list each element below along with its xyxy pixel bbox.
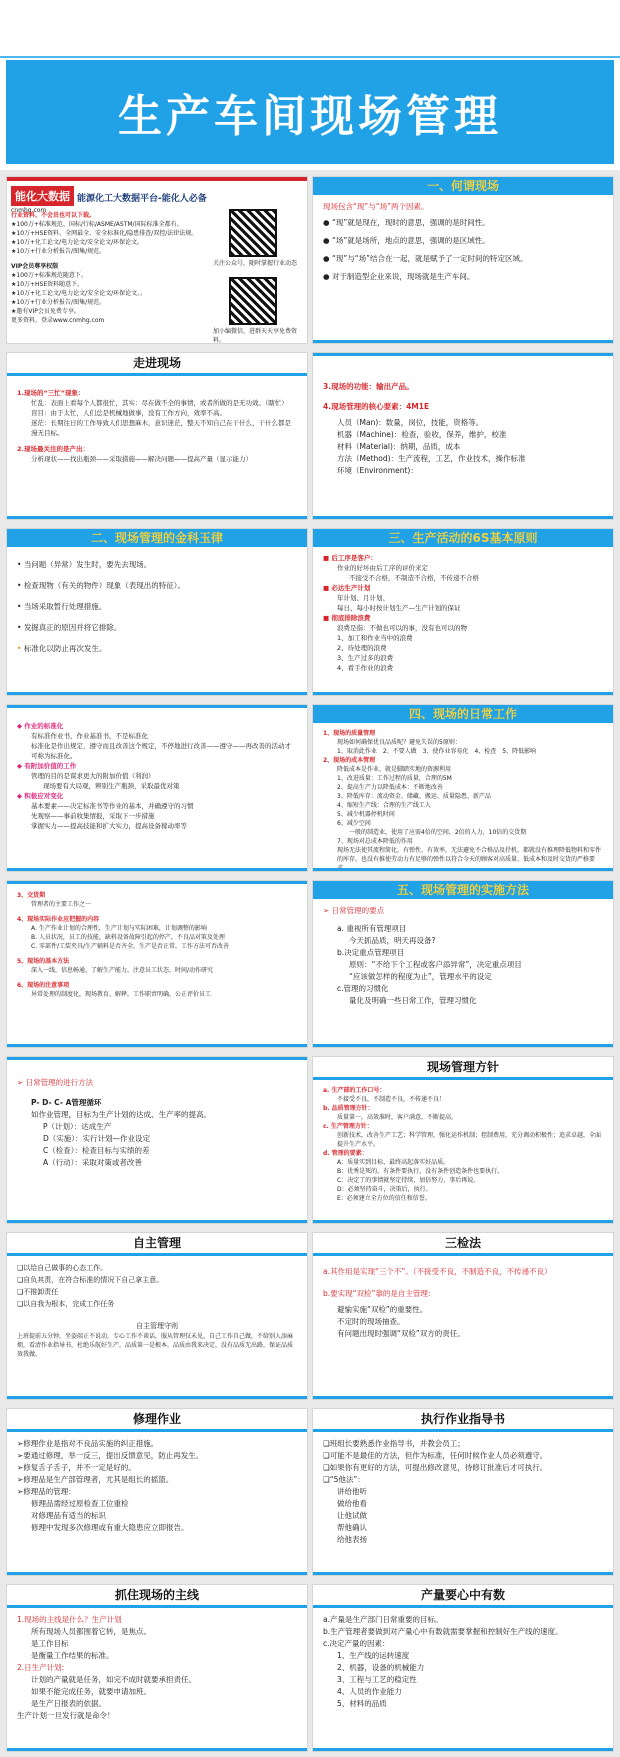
text-line: 管理的目的是谋求更大的附加价值（利润） xyxy=(31,772,155,780)
slide-title: 执行作业指导书 xyxy=(313,1409,613,1432)
text-line: 原则：“不给下个工程或客户添异常”，决定重点项目 xyxy=(349,960,522,969)
text-line: 盲目：由于太忙，人们总是机械地做事，没有工作方向，效率不高。 xyxy=(31,409,226,417)
text-line: 先观察——事前收集情报，采取下一步措施 xyxy=(31,812,155,820)
slide-repair-work xyxy=(6,1408,308,1576)
slide-body xyxy=(313,547,613,679)
factor-row: 2、机器，设备的机械能力 xyxy=(337,1663,425,1672)
text-line: 如果不能完成任务，就要申请加班。 xyxy=(31,1687,151,1696)
slide-pdca xyxy=(6,1056,308,1224)
factor-row: 1、生产线的运转速度 xyxy=(337,1651,410,1660)
text-line: C. 零部件/工装夹具/生产辅料是否齐全，生产是否正常，工作方法可否改善 xyxy=(31,943,230,950)
factor-row: 5、材料的品质 xyxy=(337,1699,387,1708)
slide-bottom-line xyxy=(7,1396,307,1399)
question: 1.现场的主线是什么？生产计划 xyxy=(17,1615,122,1624)
ad-line: ★10万+HSE资料、全网最全，安全标准化/隐患排查/双控/法律法规。 xyxy=(11,230,198,237)
bullet-item: ● “现”与“场”结合在一起，就是赋予了一定时间的特定区域。 xyxy=(323,254,528,263)
rule-title: 自主管理守则 xyxy=(136,1322,178,1330)
bullet-item: • 发掘真正的原因并将它排除。 xyxy=(17,623,122,632)
ad-line: ★100万+标准规范、国标/行标/ASME/ASTM/国际标准全都有。 xyxy=(11,221,183,228)
text-line: 是衡量工作结果的标准。 xyxy=(31,1651,114,1660)
slide-body xyxy=(7,376,307,470)
text-line: 每日、每小时按计划生产—生产计划的保证 xyxy=(337,604,461,612)
slide-body xyxy=(313,353,613,483)
checkbox-item: ❑以给自己做事的心态工作。 xyxy=(17,1264,108,1272)
element-row: 材料（Material)：纳期，品质，成本 xyxy=(337,442,461,451)
slide-title: 走进现场 xyxy=(7,353,307,376)
text-line: D：必须坚持奋斗，决策后，执行。 xyxy=(337,1186,432,1193)
ad-top-bar xyxy=(7,177,307,181)
slide-daily-work xyxy=(312,704,614,872)
factor-row: 3、工程与工艺的稳定性 xyxy=(337,1675,417,1684)
text-line: 计划的产量就是任务，如完不成时就要承担责任。 xyxy=(31,1675,196,1684)
slide-golden-rules xyxy=(6,528,308,696)
ad-line: 行业资料、不会员也可以下载。 xyxy=(11,212,96,219)
slide-delivery xyxy=(6,880,308,1048)
point: c.管理的习惯化 xyxy=(337,984,389,993)
checkbox-item: ❑以自我为根本，完成工作任务 xyxy=(17,1300,115,1308)
text-line: 5、减少机器停机时间 xyxy=(337,811,395,818)
slide-standardization xyxy=(6,704,308,872)
text-line: 7、现场对总成本降低的作用 xyxy=(337,838,413,845)
text-line: C：决定了的事情就坚定持续，加倍努力，事后再说。 xyxy=(337,1177,480,1184)
text-line: 让他试做 xyxy=(337,1511,367,1520)
page-title: 生产车间现场管理 xyxy=(118,91,502,142)
ad-vip-line: ★10万+行业分析报告/图集/规范。 xyxy=(11,299,106,306)
ad-vip-title: VIP会员尊享权限 xyxy=(11,263,59,270)
text-line: 修理品需经过原检查工位重检 xyxy=(31,1499,129,1508)
section-head: 1、现场的质量管理 xyxy=(323,730,376,737)
checkbox-item: ❑班组长要熟悉作业指导书，并教会员工； xyxy=(323,1439,465,1448)
section-head: ■ 彻底排除浪费 xyxy=(323,614,371,622)
slide-title: 二、现场管理的金科玉律 xyxy=(7,529,307,547)
slide-body xyxy=(7,1256,307,1365)
text-line: 4、看手作业的浪费 xyxy=(337,664,394,672)
rule-text: 上班提前五分钟，坐姿端正不说动，专心工作不谈话，服从管理仅未见，自己工作自己做，不给别人添麻烦，看清作业指导书，杜绝乐航好生产，品质第一是根本，品质由我来决定，没有品质无出路，保证品质效我做。 xyxy=(17,1333,294,1358)
text-line: 深入一线，信息畅通，了解生产能力，注意员工状态，时间/动作研究 xyxy=(31,967,214,974)
text-line: 今天抓品质，明天再设备? xyxy=(349,936,436,945)
ad-more: 更多资料，登录www.cnmhg.com xyxy=(11,317,105,324)
cycle-row: D（实施）：实行计划—作业设定 xyxy=(43,1134,151,1143)
slide-top-line xyxy=(7,881,307,884)
slide-bottom-line xyxy=(313,692,613,695)
arrow-item: ➢修理品的管理： xyxy=(17,1487,76,1496)
factor-row: 4、人员的作业能力 xyxy=(337,1687,402,1696)
ad-panel xyxy=(6,176,308,344)
section-head: ■ 后工序是客户： xyxy=(323,554,377,562)
point: b.生产管理者要做到对产量心中有数就需要掌握和控制好生产线的速度。 xyxy=(323,1627,563,1636)
bullet-item: • 标准化以防止再次发生。 xyxy=(17,644,107,653)
text-line: 质量第一，高效准时，客户满意，不断提高。 xyxy=(337,1114,458,1121)
slide-three-checks xyxy=(312,1232,614,1400)
section-head: ➢ 日常管理的进行方法 xyxy=(17,1078,94,1087)
element-row: 环境（Environment)： xyxy=(337,466,418,475)
slide-bottom-line xyxy=(7,692,307,695)
text-line: 现场无法使其流程简化，有弹性、有效率，无法避免不合格品及抒机，都就没有推理降低物料和零件的库存。也没有推使劳动力有足够的弹性以符合今天的顾客对高质量、低成本和及时交货的严格要 xyxy=(337,847,602,863)
slide-output-awareness xyxy=(312,1584,614,1752)
slide-top-line xyxy=(313,353,613,356)
section-head: ◆ 有附加价值的工作 xyxy=(17,762,77,770)
ad-line: ★10万+化工论文/电力论文/安全论文/环保论文。 xyxy=(11,239,144,246)
text-line: 一般的制造业，使用了应需4倍的空间，2倍的人力，10倍的交货期 xyxy=(349,829,527,836)
slide-bottom-line xyxy=(313,1044,613,1047)
text-line: 1、加工和作业当中的浪费 xyxy=(337,634,413,642)
section-head: c. 生产管理方针： xyxy=(323,1123,373,1130)
slide-bottom-line xyxy=(313,1748,613,1751)
point: b.要实现“双检”靠的是自主管理： xyxy=(323,1289,436,1298)
slide-body xyxy=(7,1608,307,1728)
text-line: 降低成本是作业，就是脚踏实地的资源利用 xyxy=(337,766,452,773)
slide-self-management xyxy=(6,1232,308,1400)
section-head: 4、现场实际作业应把握的内容 xyxy=(17,916,100,923)
text-line: 不接受不合格，不制造不合格，不传递不合格 xyxy=(349,574,479,582)
slide-bottom-line xyxy=(313,868,613,871)
text-line: 避愉实施“双检”的重要性。 xyxy=(337,1305,428,1314)
section-head: ◆ 积极应对变化 xyxy=(17,792,64,800)
slide-what-is-site xyxy=(312,176,614,344)
point: a.其作用是实现“三个不”。（不接受不良，不制造不良，不传递不良） xyxy=(323,1267,552,1276)
section-head: d. 管理的要素： xyxy=(323,1150,368,1157)
slide-body xyxy=(313,723,613,872)
element-row: 方法（Method)：生产流程，工艺，作业技术，操作标准 xyxy=(337,454,526,463)
section-head: ■ 必达生产计划 xyxy=(323,584,371,592)
bullet-item: • 当场采取暂行处理措施。 xyxy=(17,602,107,611)
slide-work-instructions xyxy=(312,1408,614,1576)
text-line: “应该做怎样的程度为止”，管理水平的设定 xyxy=(349,972,492,981)
slide-title: 三、生产活动的6S基本原则 xyxy=(313,529,613,547)
checkbox-item: ❑“5他法”： xyxy=(323,1475,365,1484)
section-head: ◆ 作业的标准化 xyxy=(17,722,64,730)
section-head: 2、现场的成本管理 xyxy=(323,757,376,764)
text-line: 2、待处理的浪费 xyxy=(337,644,387,652)
text-line: 是工作目标 xyxy=(31,1639,69,1648)
slide-body xyxy=(7,1432,307,1540)
text-line: 3、生产过多的浪费 xyxy=(337,654,394,662)
slide-bottom-line xyxy=(313,1220,613,1223)
text-line: 分析现状——找出瓶颈——采取措施——解决问题——提高产量（显示能力） xyxy=(31,455,252,463)
text-line: 是生产日报表的依据。 xyxy=(31,1699,106,1708)
slide-6s-principles xyxy=(312,528,614,696)
point: c.决定产量的因素： xyxy=(323,1639,390,1648)
bullet-item: ● “场”就是场所，地点的意思，强调的是区域性。 xyxy=(323,236,490,245)
text-line: 6、减少空间 xyxy=(337,820,371,827)
element-row: 机器（Machine)：检查，验收，保养，维护，校准 xyxy=(337,430,507,439)
slide-bottom-line xyxy=(7,1044,307,1047)
slide-body xyxy=(7,1057,307,1175)
slide-bottom-line xyxy=(7,1748,307,1751)
lead-text: 现场包含“现”与“场”两个因素。 xyxy=(323,202,429,211)
question: 4.现场管理的核心要素：4M1E xyxy=(323,402,430,411)
slide-main-line xyxy=(6,1584,308,1752)
text-line: 有问题出现时强调“双检”双方的责任。 xyxy=(337,1329,465,1338)
text-line: B. 人员状况，员工的技能，缺料设备故障引起的停产，不良品对策及处理 xyxy=(31,934,225,941)
ad-logo-text: 能化大数据 xyxy=(11,186,74,206)
text-line: 3、降低库存：流动资金、储藏、搬运、质量隐患、新产品 xyxy=(337,793,491,800)
section-head: 5、现场的基本方法 xyxy=(17,958,70,965)
arrow-item: ➢修理品是生产部管理者，尤其是组长的摇篮。 xyxy=(17,1475,174,1484)
checkbox-item: ❑不推卸责任 xyxy=(17,1288,59,1296)
arrow-item: ➢要通过修理，举一反三，提出反馈意见，防止再发生。 xyxy=(17,1451,204,1460)
title-banner xyxy=(0,0,620,170)
text-line: 有标准作业书，作业基准书，不是标准化 xyxy=(31,732,148,740)
bullet-item: ● 对于制造型企业来说，现场就是生产车间。 xyxy=(323,272,475,281)
slide-body xyxy=(7,547,307,661)
text-line: 1、改进质量：工作过程的质量，合理的5M xyxy=(337,775,452,782)
slide-title: 三检法 xyxy=(313,1233,613,1256)
question: 2.日生产计划: xyxy=(17,1663,65,1672)
bullet-item: • 检查现物（有关的物件）现象（表现出的特征）。 xyxy=(17,581,186,590)
text-line: 迷茫：长期往日的工作导致人们思想麻木，意识迷茫，整天不知自己在干什么，干什么都是漫无目标。 xyxy=(31,419,291,437)
text-line: 作业的好坏由后工序的评价来定 xyxy=(337,564,428,572)
section-head: 6、现场的注意事项 xyxy=(17,982,70,989)
bullet-item: • 当问题（异常）发生时，要先去现场。 xyxy=(17,560,152,569)
text-line: A. 生产作业计划的合理性，生产计划与实际困难，计划调整的影响 xyxy=(31,925,207,932)
text-line: 做给他看 xyxy=(337,1499,367,1508)
slide-implementation xyxy=(312,880,614,1048)
text-line: A：质量实到目标，最终高起落实好品质。 xyxy=(337,1159,450,1166)
slide-body xyxy=(313,1080,613,1209)
slide-title: 一、何谓现场 xyxy=(313,177,613,195)
slide-policy xyxy=(312,1056,614,1224)
slide-bottom-line xyxy=(7,868,307,871)
slide-bottom-line xyxy=(7,1572,307,1575)
ad-lines xyxy=(11,211,211,325)
cycle-title: P- D- C- A管理循环 xyxy=(31,1098,102,1107)
text-line: 1、取消此作业 2、不要人做 3、使作业容易化 4、检查 5、降低影响 xyxy=(337,748,537,755)
slide-bottom-line xyxy=(313,1396,613,1399)
ad-vip-line: ★10万+HSE资料随意下。 xyxy=(11,281,84,288)
qr-code-icon xyxy=(229,209,277,257)
ad-vip-line: ★100万+标准规范随意下。 xyxy=(11,272,87,279)
text-line: 2、提高生产力以降低成本：不断地改善 xyxy=(337,784,443,791)
text-line: 给他表扬 xyxy=(337,1535,367,1544)
point: a. 重视所有管理项目 xyxy=(337,924,407,933)
text-line: 创新技术，改善生产工艺；科学管理，强化运作机制；控制费用，充分调动积极性；追求卓越，全面提升生产水平。 xyxy=(337,1132,602,1148)
text-line: 4、缩短生产线：合理的生产线工人 xyxy=(337,802,431,809)
banner-divider xyxy=(0,56,620,58)
text-line: 年计划、月计划、 xyxy=(337,594,389,602)
slide-title: 自主管理 xyxy=(7,1233,307,1256)
text-line: 讲给他听 xyxy=(337,1487,367,1496)
section-head: b. 品质管理方针： xyxy=(323,1105,374,1112)
text-line: 量化及明确一些日常工作，管理习惯化 xyxy=(349,996,477,1005)
text-line: 现场要有大局观，辨别生产瓶颈，采取最优对策 xyxy=(43,782,180,790)
bullet-item: ● “现”就是现在，现时的意思，强调的是时间性。 xyxy=(323,218,490,227)
text-line: 不接受不良，不制造不良，不传递不良！ xyxy=(337,1096,446,1103)
closing-line: 生产计划一旦发行就是命令！ xyxy=(17,1711,115,1720)
ad-vip-line: ★10万+化工论文/电力论文/安全论文/环保论文。。 xyxy=(11,290,147,297)
qr-code-icon xyxy=(229,277,277,325)
arrow-item: ➢修理作业是指对不良品实施的纠正措施。 xyxy=(17,1439,159,1448)
slide-title: 产量要心中有数 xyxy=(313,1585,613,1608)
slide-title: 抓住现场的主线 xyxy=(7,1585,307,1608)
section-head: a. 生产部的工作口号： xyxy=(323,1087,386,1094)
section-head: 3、交货期 xyxy=(17,892,46,899)
checkbox-item: ❑可能不是最佳的方法，但作为标准，任何时候作业人员必须遵守。 xyxy=(323,1451,548,1460)
text-line: 对修理品有适当的标识 xyxy=(31,1511,106,1520)
text-line: 浪费是指：不做也可以的事，没有也可以的物 xyxy=(337,624,467,632)
text-line: 基本要素——决定标准书等作业的基本，并确遵守的习惯 xyxy=(31,802,194,810)
ad-vip-line: ★邀有VIP会员免费专享。 xyxy=(11,308,80,315)
slide-enter-site xyxy=(6,352,308,520)
ad-site: cnmhg.com xyxy=(11,207,47,214)
qr1-caption: 关注公众号，随时掌握行业动态 xyxy=(213,260,298,267)
text-line: 异常处理的制度化，现场教育、解释，工作职责明确，公正评价员工 xyxy=(31,991,212,998)
slide-title: 修理作业 xyxy=(7,1409,307,1432)
cycle-row: P（计划）：达成生产 xyxy=(43,1122,112,1131)
point: b.决定重点管理项目 xyxy=(337,948,405,957)
question: 1.现场的“三忙”现象： xyxy=(17,389,85,397)
question: 3.现场的功能：输出产品。 xyxy=(323,382,414,391)
text-line: 掌握实力——提高技能和扩大实力，提高设备稼动率等 xyxy=(31,822,187,830)
qr2-caption: 加小编微信，进群天天享免费资料。 xyxy=(213,328,298,344)
cycle-row: A（行动）：采取对策或者改善 xyxy=(43,1158,142,1167)
slide-title: 现场管理方针 xyxy=(313,1057,613,1080)
slide-bottom-line xyxy=(313,340,613,343)
text-line: 修理中发现多次修理或有重大隐患应立即报告。 xyxy=(31,1523,189,1532)
slide-top-line xyxy=(7,705,307,708)
text-line: 现场如何确保优良品质呢？避免失误的5原则： xyxy=(337,739,461,746)
slide-bottom-line xyxy=(7,1220,307,1223)
slide-body xyxy=(313,1432,613,1552)
title-band xyxy=(6,60,614,164)
checkbox-item: ❑自负其责，在符合标准的情况下自己拿主意。 xyxy=(17,1276,164,1284)
section-head: ➢ 日常管理的要点 xyxy=(323,906,385,915)
ad-line: ★10万+行业分析报告/图集/规范。 xyxy=(11,248,106,255)
slide-4m1e xyxy=(312,352,614,520)
slide-body xyxy=(7,705,307,837)
question: 2.现场最关注的是产出： xyxy=(17,445,89,453)
text-line: 所有现场人员都围着它转，是焦点。 xyxy=(31,1627,151,1636)
text-line: B：优秀是死的，有条件要执行，没有条件创造条件也要执行。 xyxy=(337,1168,504,1175)
slide-title: 四、现场的日常工作 xyxy=(313,705,613,723)
slide-body xyxy=(313,1256,613,1346)
text-line: 如作业管理，目标为生产计划的达成、生产率的提高。 xyxy=(31,1110,211,1119)
text-line: 不定时的现场抽查。 xyxy=(337,1317,405,1326)
cycle-row: C（检查）：检查目标与实绩的差 xyxy=(43,1146,150,1155)
point: a.产量是生产部门日常重要的目标。 xyxy=(323,1615,443,1624)
checkbox-item: ❑如果你有更好的方法，可提出修改意见，待修订批准后才可执行。 xyxy=(323,1463,548,1472)
slide-top-line xyxy=(7,1057,307,1060)
text-line: E：必须建立全方位的信任和信誉。 xyxy=(337,1195,431,1202)
text-line: 管理者的主要工作之一 xyxy=(31,901,92,908)
slide-bottom-line xyxy=(7,516,307,519)
slide-body xyxy=(7,881,307,1005)
text-line: 忙乱：表面上看每个人都很忙，其实：尽在做不全的事情，或者所做的是无功效。（瞎忙） xyxy=(31,399,288,407)
slide-body xyxy=(313,1608,613,1716)
text-line: 帮他确认 xyxy=(337,1523,367,1532)
slide-body xyxy=(313,195,613,289)
arrow-item: ➢修复舌子舌子，并不一定是好的。 xyxy=(17,1463,136,1472)
text-line: 标准化是作出规定，遵守而且改善这个规定，不停地进行改善——遵守——再改善的活动才可称为标准化。 xyxy=(31,742,291,760)
slide-bottom-line xyxy=(313,1572,613,1575)
slide-title: 五、现场管理的实施方法 xyxy=(313,881,613,899)
element-row: 人员（Man)：数量，岗位，技能，资格等。 xyxy=(337,418,484,427)
slide-bottom-line xyxy=(313,516,613,519)
slide-body xyxy=(313,899,613,1013)
ad-platform: 能源化工大数据平台-能化人必备 xyxy=(77,194,207,204)
